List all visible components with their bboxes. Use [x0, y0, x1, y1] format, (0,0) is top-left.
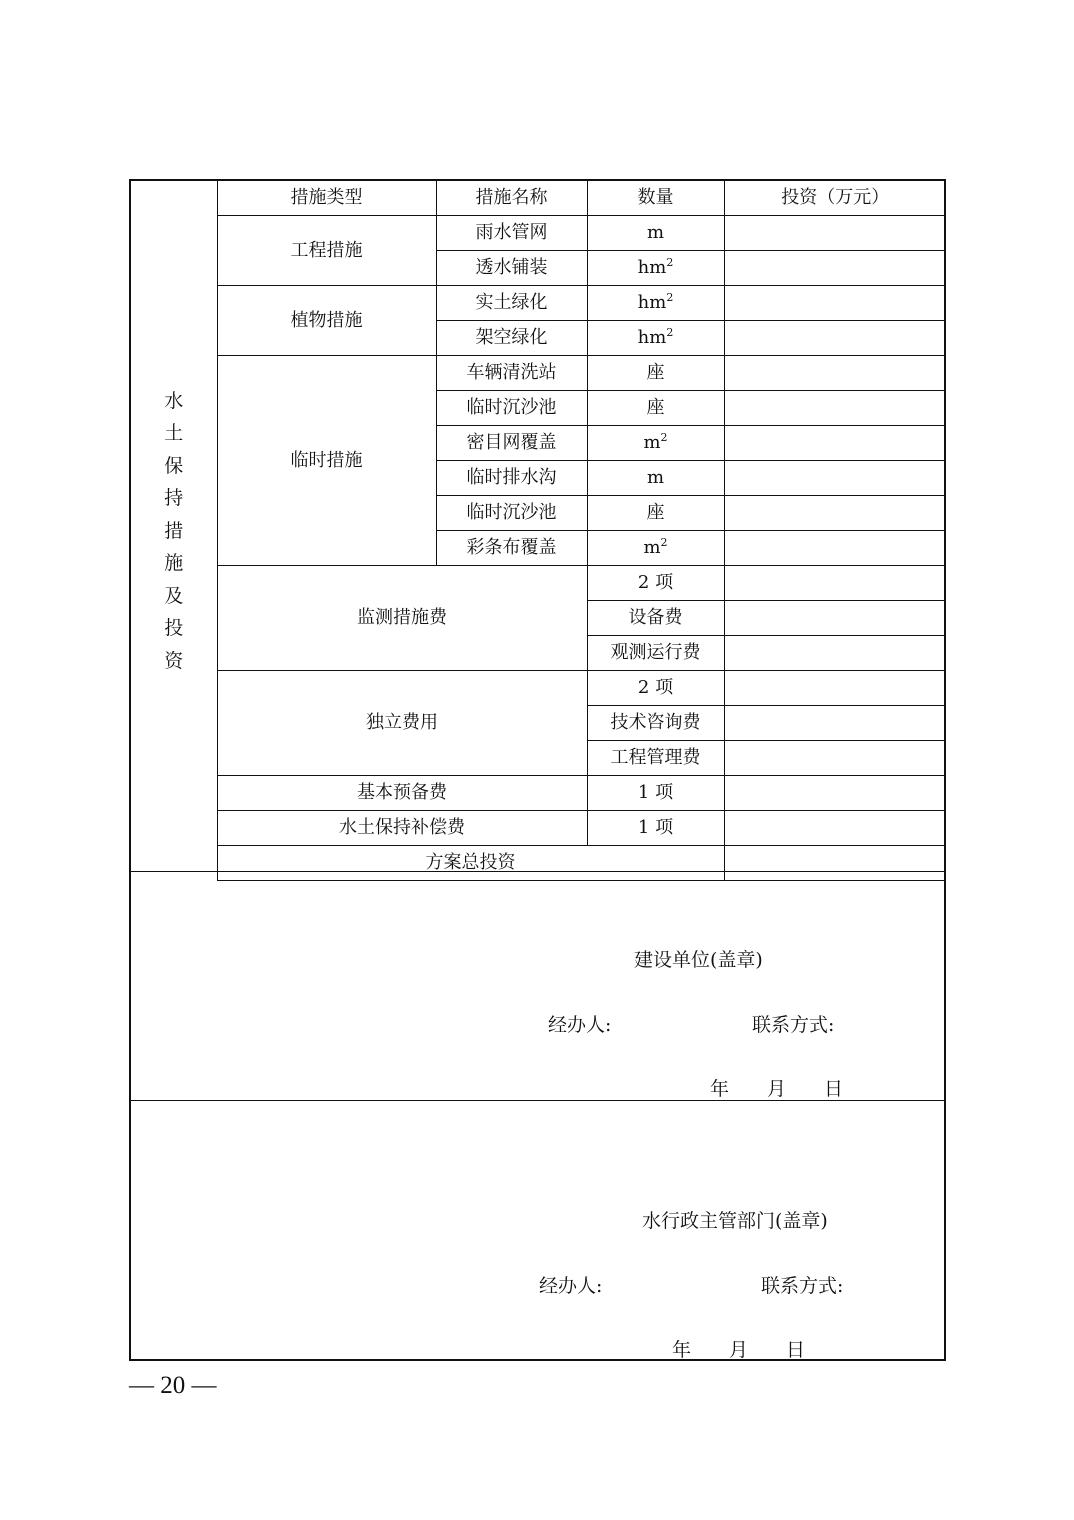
quantity-cell: 工程管理费: [587, 741, 724, 776]
construction-contact-label: 联系方式:: [752, 1014, 835, 1036]
unit-text: 座: [646, 397, 665, 418]
side-label-char: 施: [164, 552, 184, 574]
table-row: [131, 356, 946, 391]
unit-cell: [587, 531, 724, 566]
unit-superscript: 2: [666, 326, 674, 339]
construction-handler-label: 经办人:: [548, 1014, 612, 1036]
plant-type-cell: 植物措施: [217, 286, 436, 356]
unit-cell: [587, 286, 724, 321]
unit-text: m: [643, 537, 661, 558]
investment-cell: [724, 496, 946, 531]
quantity-cell: 2 项: [587, 671, 724, 706]
unit-cell: [587, 426, 724, 461]
investment-cell: [724, 531, 946, 566]
table-row: [131, 286, 946, 321]
investment-cell: [724, 566, 946, 601]
unit-text: hm: [637, 257, 667, 278]
unit-superscript: 2: [660, 536, 668, 549]
header-measure-type: 措施类型: [217, 181, 436, 216]
investment-cell: [724, 776, 946, 811]
side-label-char: 投: [164, 617, 184, 639]
investment-cell: [724, 741, 946, 776]
side-label-char: 资: [164, 649, 184, 672]
unit-cell: [587, 216, 724, 251]
investment-table: [131, 181, 946, 881]
side-label-char: 措: [164, 519, 184, 542]
unit-text: hm: [637, 327, 667, 348]
department-seal-label: 水行政主管部门(盖章): [642, 1210, 828, 1232]
unit-cell: [587, 321, 724, 356]
unit-cell: [587, 496, 724, 531]
water-department-section: [131, 1100, 946, 1362]
measure-name-cell: 雨水管网: [436, 216, 587, 251]
investment-cell: [724, 811, 946, 846]
total-label-cell: 方案总投资: [217, 846, 724, 881]
unit-text: m: [646, 222, 665, 243]
approval-form: [129, 179, 946, 1361]
monitoring-label-cell: 监测措施费: [217, 566, 587, 671]
table-row: [131, 811, 946, 846]
side-label-char: 水: [164, 389, 184, 412]
investment-cell: [724, 636, 946, 671]
unit-text: 座: [646, 502, 665, 523]
investment-cell: [724, 391, 946, 426]
unit-cell: [587, 356, 724, 391]
table-row: [131, 671, 946, 706]
measure-name-cell: 架空绿化: [436, 321, 587, 356]
compensation-label-cell: 水土保持补偿费: [217, 811, 587, 846]
unit-superscript: 2: [666, 291, 674, 304]
measure-name-cell: 临时沉沙池: [436, 496, 587, 531]
quantity-cell: 2 项: [587, 566, 724, 601]
unit-text: m: [646, 467, 665, 488]
measure-name-cell: 车辆清洗站: [436, 356, 587, 391]
department-day-label: 日: [786, 1339, 806, 1361]
investment-cell: [724, 286, 946, 321]
quantity-cell: 技术咨询费: [587, 706, 724, 741]
unit-superscript: 2: [666, 256, 674, 269]
department-contact-label: 联系方式:: [761, 1275, 844, 1297]
header-measure-name: 措施名称: [436, 181, 587, 216]
side-label-char: 保: [164, 454, 184, 477]
unit-text: m: [643, 432, 661, 453]
header-quantity: 数量: [587, 181, 724, 216]
header-investment: 投资（万元）: [724, 181, 946, 216]
unit-cell: [587, 391, 724, 426]
construction-day-label: 日: [824, 1078, 844, 1100]
investment-cell: [724, 461, 946, 496]
measure-name-cell: 临时沉沙池: [436, 391, 587, 426]
measure-name-cell: 彩条布覆盖: [436, 531, 587, 566]
investment-cell: [724, 671, 946, 706]
investment-cell: [724, 321, 946, 356]
investment-cell: [724, 426, 946, 461]
quantity-cell: 设备费: [587, 601, 724, 636]
side-label-char: 持: [164, 487, 184, 509]
unit-text: hm: [637, 292, 667, 313]
department-year-label: 年: [672, 1339, 692, 1361]
side-label-cell: [131, 181, 217, 881]
construction-seal-label: 建设单位(盖章): [634, 949, 763, 971]
investment-cell: [724, 601, 946, 636]
department-month-label: 月: [729, 1339, 749, 1361]
unit-cell: [587, 251, 724, 286]
quantity-cell: 观测运行费: [587, 636, 724, 671]
engineering-type-cell: 工程措施: [217, 216, 436, 286]
reserve-label-cell: 基本预备费: [217, 776, 587, 811]
measure-name-cell: 透水铺装: [436, 251, 587, 286]
table-row: [131, 566, 946, 601]
quantity-cell: 1 项: [587, 811, 724, 846]
table-header-row: [131, 181, 946, 216]
side-label-char: 及: [164, 584, 184, 607]
department-handler-label: 经办人:: [539, 1275, 603, 1297]
investment-cell: [724, 706, 946, 741]
quantity-cell: 1 项: [587, 776, 724, 811]
construction-unit-section: [131, 871, 946, 1101]
measure-name-cell: 临时排水沟: [436, 461, 587, 496]
table-row: [131, 776, 946, 811]
temporary-type-cell: 临时措施: [217, 356, 436, 566]
investment-cell: [724, 216, 946, 251]
unit-text: 座: [646, 362, 665, 383]
unit-superscript: 2: [660, 431, 668, 444]
unit-cell: [587, 461, 724, 496]
investment-cell: [724, 251, 946, 286]
measure-name-cell: 密目网覆盖: [436, 426, 587, 461]
side-label-char: 土: [164, 422, 184, 444]
construction-month-label: 月: [767, 1078, 787, 1100]
construction-year-label: 年: [710, 1078, 730, 1100]
page-number: — 20 —: [129, 1372, 217, 1399]
table-row: [131, 216, 946, 251]
measure-name-cell: 实土绿化: [436, 286, 587, 321]
independent-label-cell: 独立费用: [217, 671, 587, 776]
investment-cell: [724, 356, 946, 391]
